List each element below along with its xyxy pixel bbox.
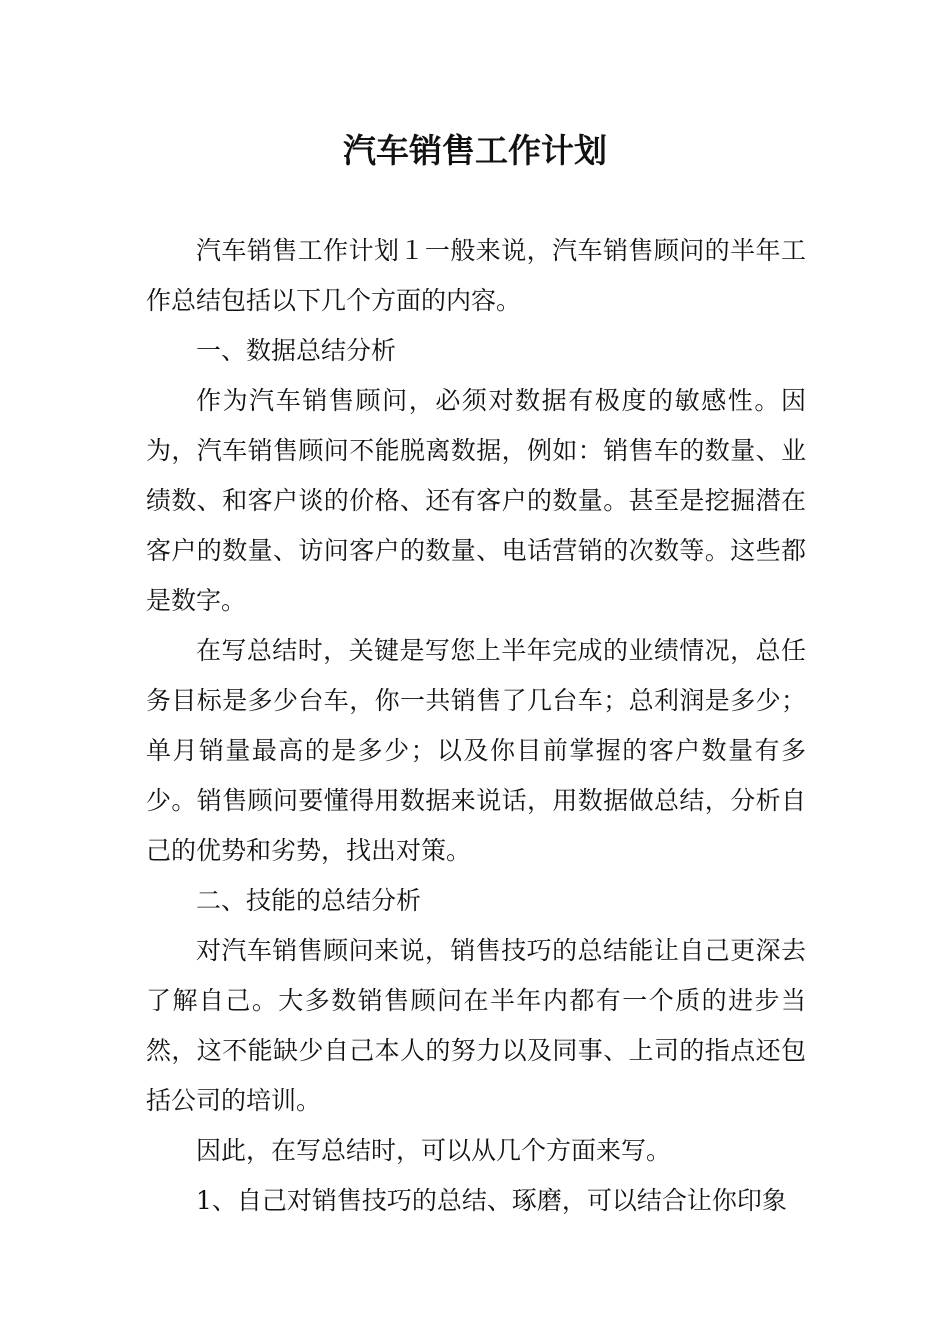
paragraph-data-sensitivity: 作为汽车销售顾问，必须对数据有极度的敏感性。因为，汽车销售顾问不能脱离数据，例如：销售车的数量、业绩数、和客户谈的价格、还有客户的数量。甚至是挖掘潜在客户的数量、访问客户的数量、电话营销的次数等。这些都是数字。	[146, 386, 806, 615]
heading-skill-analysis: 二、技能的总结分析	[196, 886, 422, 915]
paragraph-therefore: 因此，在写总结时，可以从几个方面来写。	[196, 1136, 672, 1165]
paragraph-intro: 汽车销售工作计划１一般来说，汽车销售顾问的半年工作总结包括以下几个方面的内容。	[146, 236, 806, 315]
paragraph-writing-summary: 在写总结时，关键是写您上半年完成的业绩情况，总任务目标是多少台车，你一共销售了几台车；总利润是多少；单月销量最高的是多少；以及你目前掌握的客户数量有多少。销售顾问要懂得用数据来说话，用数据做总结，分析自己的优势和劣势，找出对策。	[146, 636, 806, 865]
document-title: 汽车销售工作计划	[343, 131, 607, 170]
paragraph-sales-skills: 对汽车销售顾问来说，销售技巧的总结能让自己更深去了解自己。大多数销售顾问在半年内都有一个质的进步当然，这不能缺少自己本人的努力以及同事、上司的指点还包括公司的培训。	[146, 936, 806, 1115]
paragraph-item-1: 1、自己对销售技巧的总结、琢磨，可以结合让你印象	[196, 1186, 787, 1215]
heading-data-analysis: 一、数据总结分析	[196, 336, 397, 365]
document-body	[146, 226, 806, 1226]
